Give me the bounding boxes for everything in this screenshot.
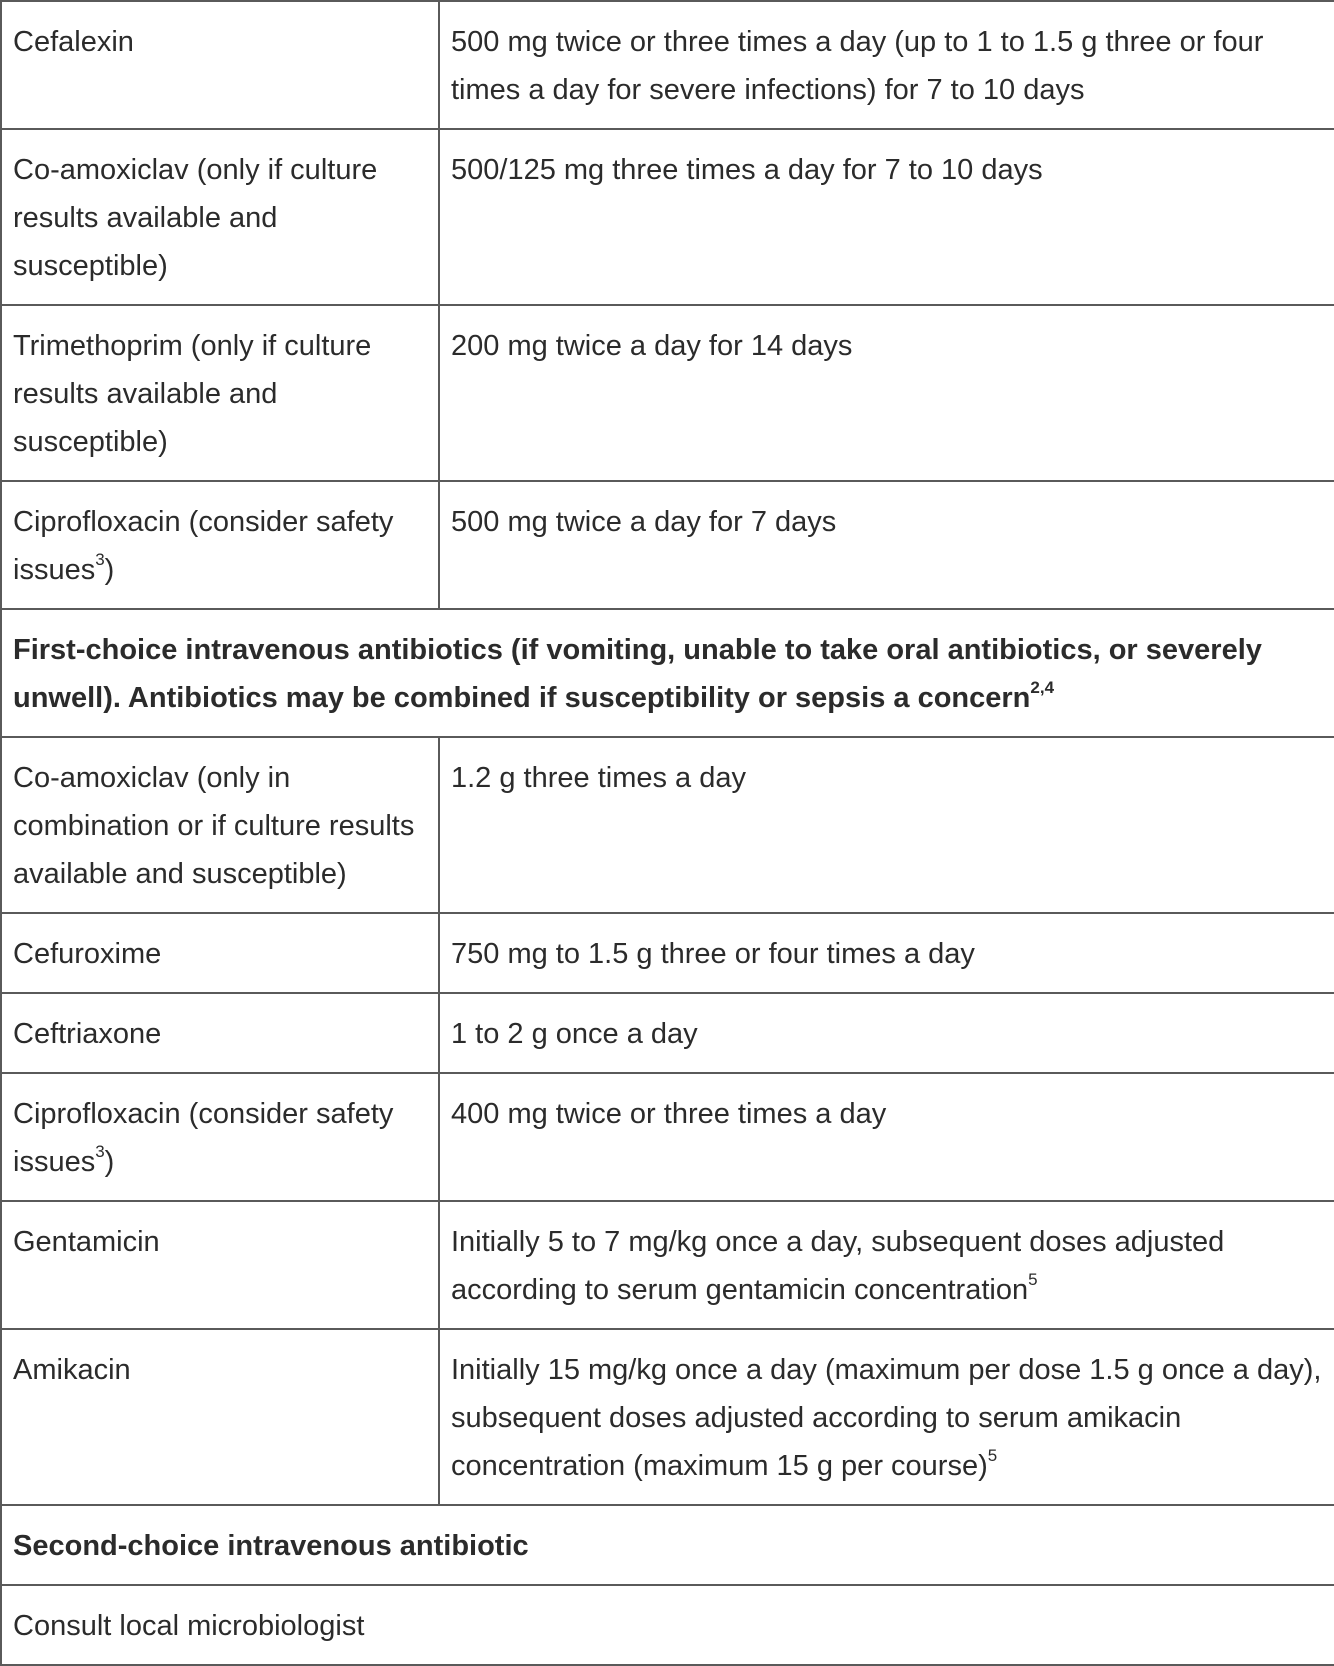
table-row bbox=[1, 1201, 1334, 1329]
drug-name-cell: Ceftriaxone bbox=[1, 993, 439, 1073]
drug-name-cell: Cefalexin bbox=[1, 1, 439, 129]
section-header-row bbox=[1, 1505, 1334, 1585]
table-row bbox=[1, 481, 1334, 609]
footnote-reference: 3 bbox=[95, 550, 105, 569]
drug-name-cell: Co-amoxiclav (only in combination or if culture results available and susceptible) bbox=[1, 737, 439, 913]
table-row bbox=[1, 1585, 1334, 1665]
table-row bbox=[1, 1, 1334, 129]
dose-cell: 400 mg twice or three times a day bbox=[439, 1073, 1334, 1201]
dose-cell: Initially 5 to 7 mg/kg once a day, subsequent doses adjusted according to serum gentamicin concentration$^5$ bbox=[439, 1201, 1334, 1329]
drug-name-cell: Gentamicin bbox=[1, 1201, 439, 1329]
section-header-second-choice-iv: Second-choice intravenous antibiotic bbox=[1, 1505, 1334, 1585]
dose-cell: Initially 15 mg/kg once a day (maximum per dose 1.5 g once a day), subsequent doses adjusted according to serum amikacin concentration (maximum 15 g per course)$^5$ bbox=[439, 1329, 1334, 1505]
dose-cell: 500/125 mg three times a day for 7 to 10 days bbox=[439, 129, 1334, 305]
footnote-reference: 2,4 bbox=[1030, 678, 1055, 697]
dose-cell: 750 mg to 1.5 g three or four times a day bbox=[439, 913, 1334, 993]
table-row bbox=[1, 1073, 1334, 1201]
table-row bbox=[1, 737, 1334, 913]
table-row bbox=[1, 129, 1334, 305]
table-row bbox=[1, 305, 1334, 481]
dose-cell: 200 mg twice a day for 14 days bbox=[439, 305, 1334, 481]
dose-cell: 1.2 g three times a day bbox=[439, 737, 1334, 913]
table-row bbox=[1, 993, 1334, 1073]
footnote-reference: 5 bbox=[987, 1446, 998, 1465]
section-header-row bbox=[1, 609, 1334, 737]
drug-name-cell: Ciprofloxacin (consider safety issues$^3$) bbox=[1, 481, 439, 609]
section-header-first-choice-iv: First-choice intravenous antibiotics (if vomiting, unable to take oral antibiotics, or severely unwell). Antibiotics may be combined if susceptibility or sepsis a concern$^{2,4}$ bbox=[1, 609, 1334, 737]
table-row bbox=[1, 1329, 1334, 1505]
dose-cell: 1 to 2 g once a day bbox=[439, 993, 1334, 1073]
drug-name-cell: Ciprofloxacin (consider safety issues$^3$) bbox=[1, 1073, 439, 1201]
consult-microbiologist-cell: Consult local microbiologist bbox=[1, 1585, 1334, 1665]
footnote-reference: 5 bbox=[1028, 1270, 1038, 1289]
drug-name-cell: Co-amoxiclav (only if culture results available and susceptible) bbox=[1, 129, 439, 305]
dose-cell: 500 mg twice or three times a day (up to 1 to 1.5 g three or four times a day for severe infections) for 7 to 10 days bbox=[439, 1, 1334, 129]
dose-cell: 500 mg twice a day for 7 days bbox=[439, 481, 1334, 609]
drug-name-cell: Trimethoprim (only if culture results available and susceptible) bbox=[1, 305, 439, 481]
footnote-reference: 3 bbox=[95, 1142, 105, 1161]
table-row bbox=[1, 913, 1334, 993]
drug-name-cell: Amikacin bbox=[1, 1329, 439, 1505]
drug-name-cell: Cefuroxime bbox=[1, 913, 439, 993]
